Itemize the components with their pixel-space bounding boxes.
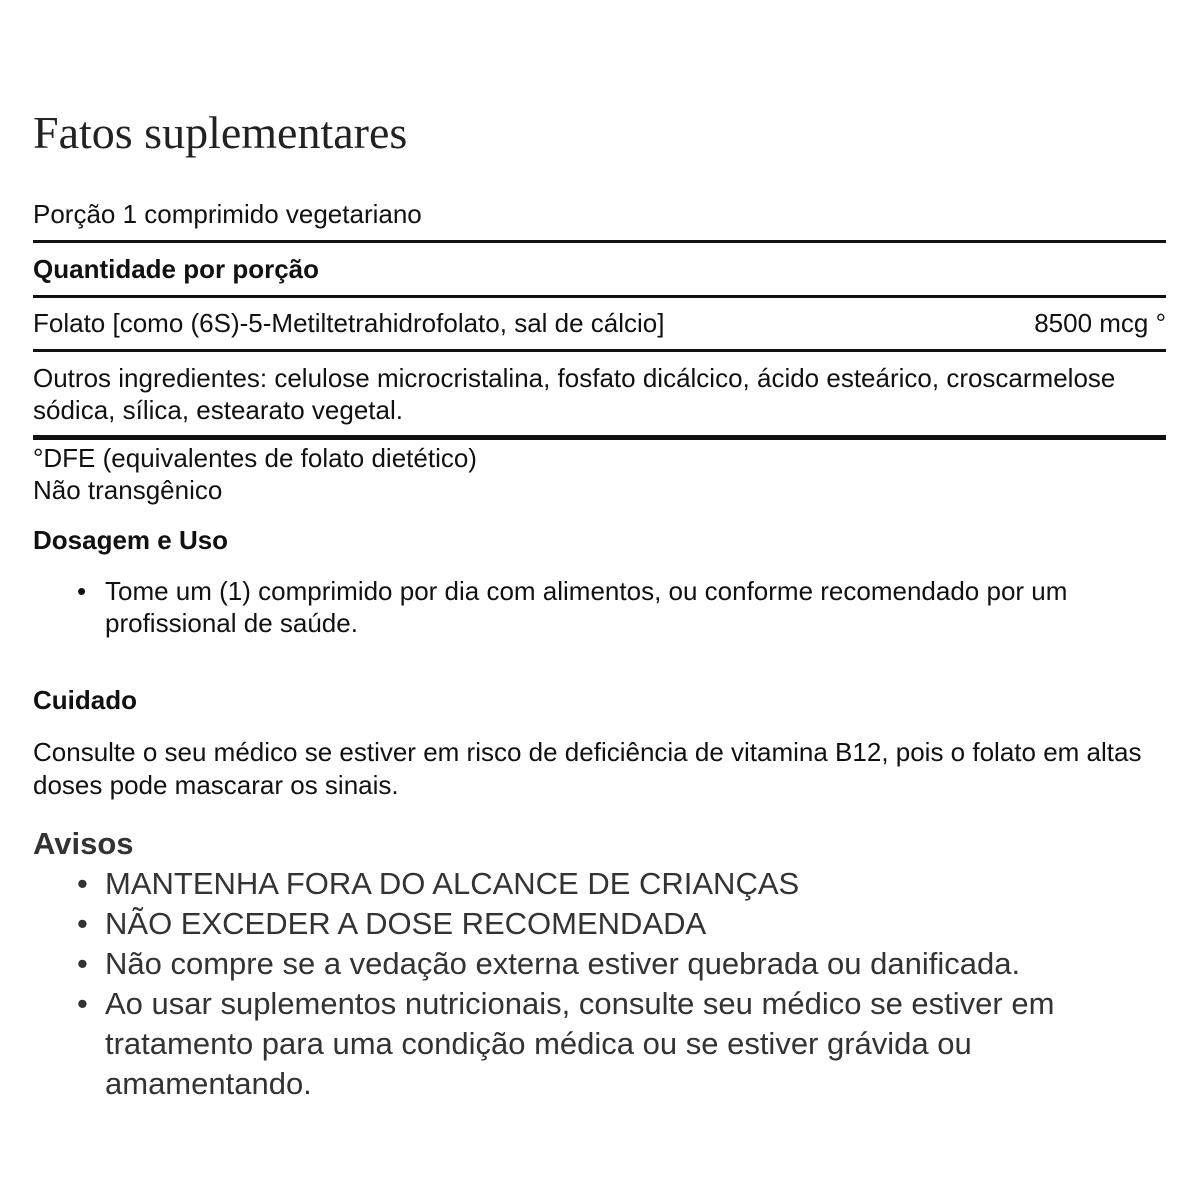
list-item bbox=[33, 864, 1163, 904]
divider bbox=[33, 240, 1166, 243]
serving-size: Porção 1 comprimido vegetariano bbox=[33, 199, 422, 229]
list-item-text: Tome um (1) comprimido por dia com alimentos, ou conforme recomendado por um profissional de saúde. bbox=[105, 576, 1068, 638]
divider bbox=[33, 349, 1166, 352]
bullet-icon: • bbox=[77, 576, 87, 606]
bullet-icon: • bbox=[77, 946, 88, 981]
divider bbox=[33, 295, 1166, 298]
bullet-icon: • bbox=[77, 866, 88, 901]
page-title: Fatos suplementares bbox=[33, 107, 408, 158]
list-item bbox=[33, 984, 1163, 1104]
list-item bbox=[33, 575, 1143, 639]
amount-per-serving-header: Quantidade por porção bbox=[33, 254, 320, 284]
nutrient-row bbox=[33, 308, 1166, 342]
list-item-text: Não compre se a vedação externa estiver quebrada ou danificada. bbox=[105, 946, 1021, 981]
footnote-dfe: °DFE (equivalentes de folato dietético) bbox=[33, 443, 477, 473]
list-item-text: Ao usar suplementos nutricionais, consulte seu médico se estiver em tratamento para uma condição médica ou se estiver grávida ou amamentando. bbox=[105, 986, 1055, 1101]
other-ingredients: Outros ingredientes: celulose microcristalina, fosfato dicálcico, ácido esteárico, croscarmelose sódica, sílica, estearato vegetal. bbox=[33, 363, 1116, 425]
warnings-heading: Avisos bbox=[33, 826, 134, 861]
warnings-list bbox=[33, 864, 1163, 1104]
footnotes bbox=[33, 442, 477, 506]
caution-text: Consulte o seu médico se estiver em risco de deficiência de vitamina B12, pois o folato em altas doses pode mascarar os sinais. bbox=[33, 737, 1142, 800]
bullet-icon: • bbox=[77, 986, 88, 1021]
bullet-icon: • bbox=[77, 906, 88, 941]
list-item-text: MANTENHA FORA DO ALCANCE DE CRIANÇAS bbox=[105, 866, 800, 901]
thick-divider bbox=[33, 435, 1166, 440]
dosage-heading: Dosagem e Uso bbox=[33, 525, 229, 555]
caution-heading: Cuidado bbox=[33, 685, 137, 715]
list-item-text: NÃO EXCEDER A DOSE RECOMENDADA bbox=[105, 906, 707, 941]
list-item bbox=[33, 944, 1163, 984]
nutrient-amount: 8500 mcg ° bbox=[1034, 308, 1166, 338]
footnote-non-gmo: Não transgênico bbox=[33, 475, 223, 505]
list-item bbox=[33, 904, 1163, 944]
dosage-list bbox=[33, 575, 1143, 639]
nutrient-name: Folato [como (6S)-5-Metiltetrahidrofolato, sal de cálcio] bbox=[33, 308, 665, 338]
